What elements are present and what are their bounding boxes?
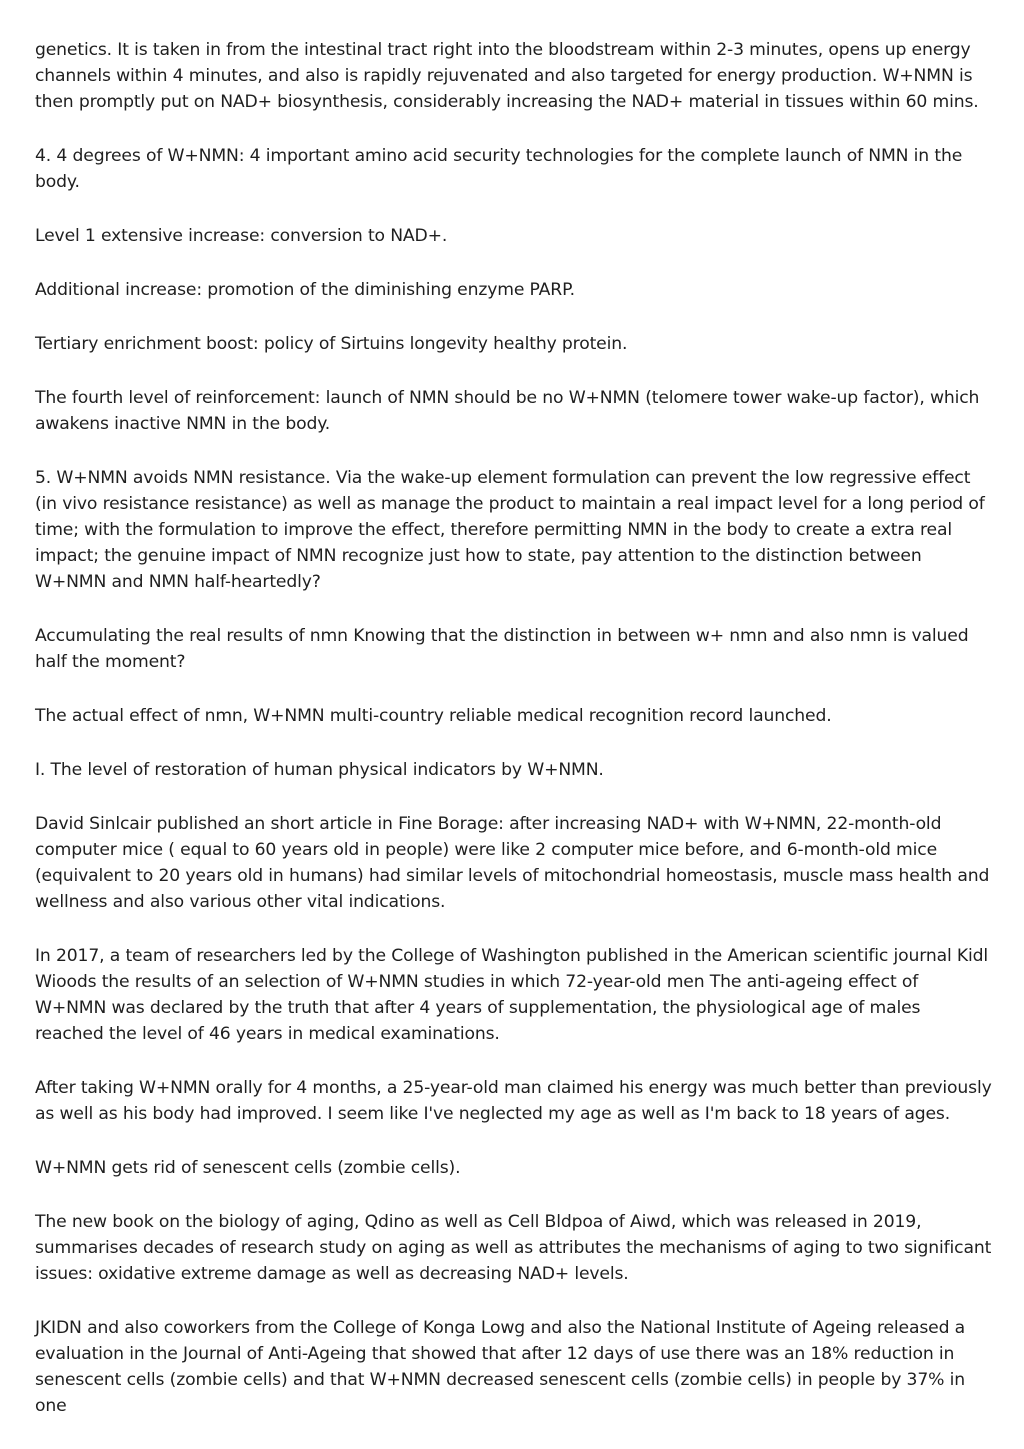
paragraph-aging-book: The new book on the biology of aging, Qdino as well as Cell Bldpoa of Aiwd, which was released in 2019, summarises decades of research study on aging as well as attributes the mechanisms of aging to two significant issues: oxidative extreme damage as well as decreasing NAD+ levels. — [35, 1212, 992, 1284]
paragraph-tertiary-boost: Tertiary enrichment boost: policy of Sirtuins longevity healthy protein. — [35, 334, 628, 354]
paragraph-four-degrees: 4. 4 degrees of W+NMN: 4 important amino acid security technologies for the complete launch of NMN in the body. — [35, 146, 963, 192]
paragraph-restoration-level: I. The level of restoration of human physical indicators by W+NMN. — [35, 760, 604, 780]
paragraph-level-1: Level 1 extensive increase: conversion to NAD+. — [35, 226, 448, 246]
paragraph-sinclair-study: David Sinlcair published an short article in Fine Borage: after increasing NAD+ with W+NMN, 22-month-old computer mice ( equal to 60 years old in people) were like 2 computer mice before, and 6-month-old mice (equivalent to 20 years old in humans) had similar levels of mitochondrial homeostasis, muscle mass health and wellness and also various other vital indications. — [35, 814, 990, 912]
paragraph-actual-effect: The actual effect of nmn, W+NMN multi-country reliable medical recognition record launched. — [35, 706, 832, 726]
paragraph-accumulating-results: Accumulating the real results of nmn Knowing that the distinction in between w+ nmn and also nmn is valued half the moment? — [35, 626, 969, 672]
paragraph-senescent-cells: W+NMN gets rid of senescent cells (zombie cells). — [35, 1158, 461, 1178]
paragraph-fourth-level: The fourth level of reinforcement: launch of NMN should be no W+NMN (telomere tower wake-up factor), which awakens inactive NMN in the body. — [35, 388, 980, 434]
paragraph-nmn-resistance: 5. W+NMN avoids NMN resistance. Via the wake-up element formulation can prevent the low regressive effect (in vivo resistance resistance) as well as manage the product to maintain a real impact level for a long period of time; with the formulation to improve the effect, therefore permitting NMN in the body to create a extra real impact; the genuine impact of NMN recognize just how to state, pay attention to the distinction between W+NMN and NMN half-heartedly? — [35, 468, 985, 592]
paragraph-jkidn-review: JKIDN and also coworkers from the College of Konga Lowg and also the National Institute of Ageing released a evaluation in the Journal of Anti-Ageing that showed that after 12 days of use there was an 18% reduction in senescent cells (zombie cells) and that W+NMN decreased senescent cells (zombie cells) in people by 37% in one — [35, 1318, 966, 1416]
paragraph-genetics-absorption: genetics. It is taken in from the intestinal tract right into the bloodstream within 2-3 minutes, opens up energy channels within 4 minutes, and also is rapidly rejuvenated and also targeted for energy production. W+NMN is then promptly put on NAD+ biosynthesis, considerably increasing the NAD+ material in tissues within 60 mins. — [35, 40, 979, 112]
paragraph-washington-study: In 2017, a team of researchers led by the College of Washington published in the American scientific journal Kidl Wioods the results of an selection of W+NMN studies in which 72-year-old men The anti-ageing effect of W+NMN was declared by the truth that after 4 years of supplementation, the physiological age of males reached the level of 46 years in medical examinations. — [35, 946, 989, 1044]
paragraph-additional-increase: Additional increase: promotion of the diminishing enzyme PARP. — [35, 280, 575, 300]
paragraph-25-year-old: After taking W+NMN orally for 4 months, a 25-year-old man claimed his energy was much better than previously as well as his body had improved. I seem like I've neglected my age as well as I'm back to 18 years of ages. — [35, 1078, 992, 1124]
